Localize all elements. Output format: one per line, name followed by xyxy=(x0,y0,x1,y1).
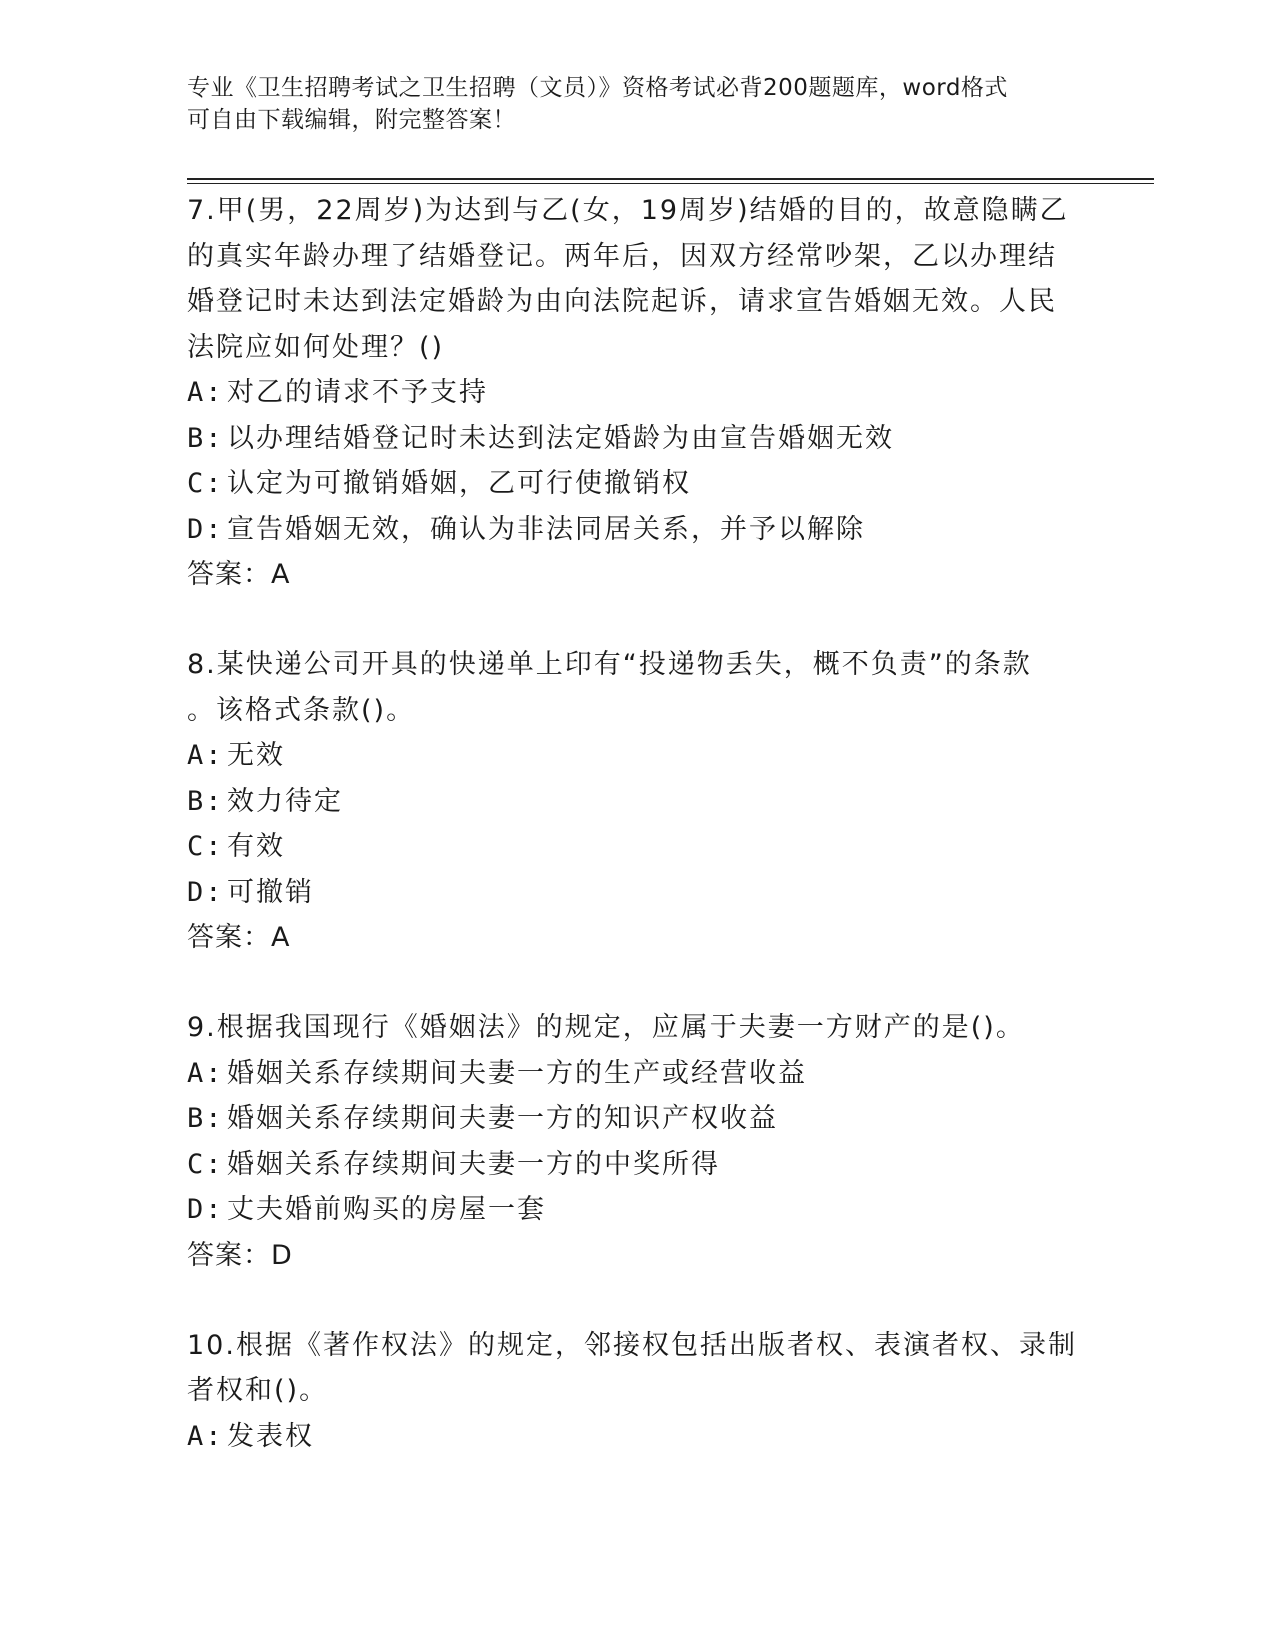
answer-option xyxy=(187,1051,1087,1097)
answer-line: 答案：A xyxy=(187,559,291,590)
question-stem-line: 10.根据《著作权法》的规定，邻接权包括出版者权、表演者权、录制 xyxy=(187,1329,1077,1361)
question-spacer xyxy=(187,1279,1087,1323)
header-divider-thin xyxy=(187,183,1154,184)
question-stem-line: 。该格式条款()。 xyxy=(187,694,416,726)
question-stem-line: 8.某快递公司开具的快递单上印有“投递物丢失，概不负责”的条款 xyxy=(187,649,1032,680)
option-key: C: xyxy=(187,1148,224,1180)
option-text: 婚姻关系存续期间夫妻一方的中奖所得 xyxy=(227,1148,720,1180)
answer-option xyxy=(187,1414,1087,1460)
answer-option xyxy=(187,507,1087,553)
answer-option xyxy=(187,370,1087,416)
option-text: 无效 xyxy=(227,740,285,771)
answer-option xyxy=(187,1187,1087,1233)
option-key: C: xyxy=(187,831,224,862)
answer-option xyxy=(187,416,1087,462)
option-key: A: xyxy=(187,1420,224,1452)
option-text: 婚姻关系存续期间夫妻一方的知识产权收益 xyxy=(227,1103,778,1134)
option-text: 效力待定 xyxy=(227,785,343,817)
option-key: B: xyxy=(187,1103,224,1134)
question-stem-line: 的真实年龄办理了结婚登记。两年后，因双方经常吵架，乙以办理结 xyxy=(187,240,1057,272)
option-text: 婚姻关系存续期间夫妻一方的生产或经营收益 xyxy=(227,1057,807,1089)
answer-line: 答案：A xyxy=(187,922,291,953)
option-key: D: xyxy=(187,513,224,545)
document-header xyxy=(187,72,1067,136)
answer-option xyxy=(187,779,1087,825)
answer-option xyxy=(187,1142,1087,1188)
option-key: D: xyxy=(187,876,224,908)
header-line-2: 可自由下载编辑，附完整答案！ xyxy=(187,107,516,133)
answer-option xyxy=(187,461,1087,507)
answer-option xyxy=(187,870,1087,916)
answer-option xyxy=(187,824,1087,870)
answer-option xyxy=(187,733,1087,779)
header-line-1: 专业《卫生招聘考试之卫生招聘（文员）》资格考试必背200题题库，word格式 xyxy=(187,75,1008,101)
option-key: D: xyxy=(187,1194,224,1225)
answer-option xyxy=(187,1096,1087,1142)
option-key: A: xyxy=(187,740,224,771)
option-text: 发表权 xyxy=(227,1420,314,1452)
question-spacer xyxy=(187,598,1087,642)
question-block xyxy=(187,1323,1087,1460)
question-stem-line: 婚登记时未达到法定婚龄为由向法院起诉，请求宣告婚姻无效。人民 xyxy=(187,286,1057,317)
option-text: 认定为可撤销婚姻，乙可行使撤销权 xyxy=(227,468,691,499)
question-stem-line: 法院应如何处理？() xyxy=(187,331,445,363)
option-text: 对乙的请求不予支持 xyxy=(227,377,488,408)
question-block xyxy=(187,642,1087,961)
option-text: 可撤销 xyxy=(227,876,314,908)
option-key: C: xyxy=(187,468,224,499)
question-stem-line: 7.甲(男，22周岁)为达到与乙(女，19周岁)结婚的目的，故意隐瞒乙 xyxy=(187,195,1069,226)
question-block xyxy=(187,1005,1087,1279)
answer-line: 答案：D xyxy=(187,1239,293,1271)
question-block xyxy=(187,188,1087,598)
question-stem-line: 9.根据我国现行《婚姻法》的规定，应属于夫妻一方财产的是()。 xyxy=(187,1012,1025,1043)
option-text: 丈夫婚前购买的房屋一套 xyxy=(227,1194,546,1225)
option-text: 以办理结婚登记时未达到法定婚龄为由宣告婚姻无效 xyxy=(227,422,894,454)
option-key: B: xyxy=(187,422,224,454)
option-text: 有效 xyxy=(227,831,285,862)
question-list xyxy=(187,188,1087,1459)
header-divider-thick xyxy=(187,178,1154,180)
question-spacer xyxy=(187,961,1087,1005)
option-text: 宣告婚姻无效，确认为非法同居关系，并予以解除 xyxy=(227,513,865,545)
option-key: A: xyxy=(187,377,224,408)
question-stem-line: 者权和()。 xyxy=(187,1375,329,1406)
option-key: B: xyxy=(187,785,224,817)
option-key: A: xyxy=(187,1057,224,1089)
